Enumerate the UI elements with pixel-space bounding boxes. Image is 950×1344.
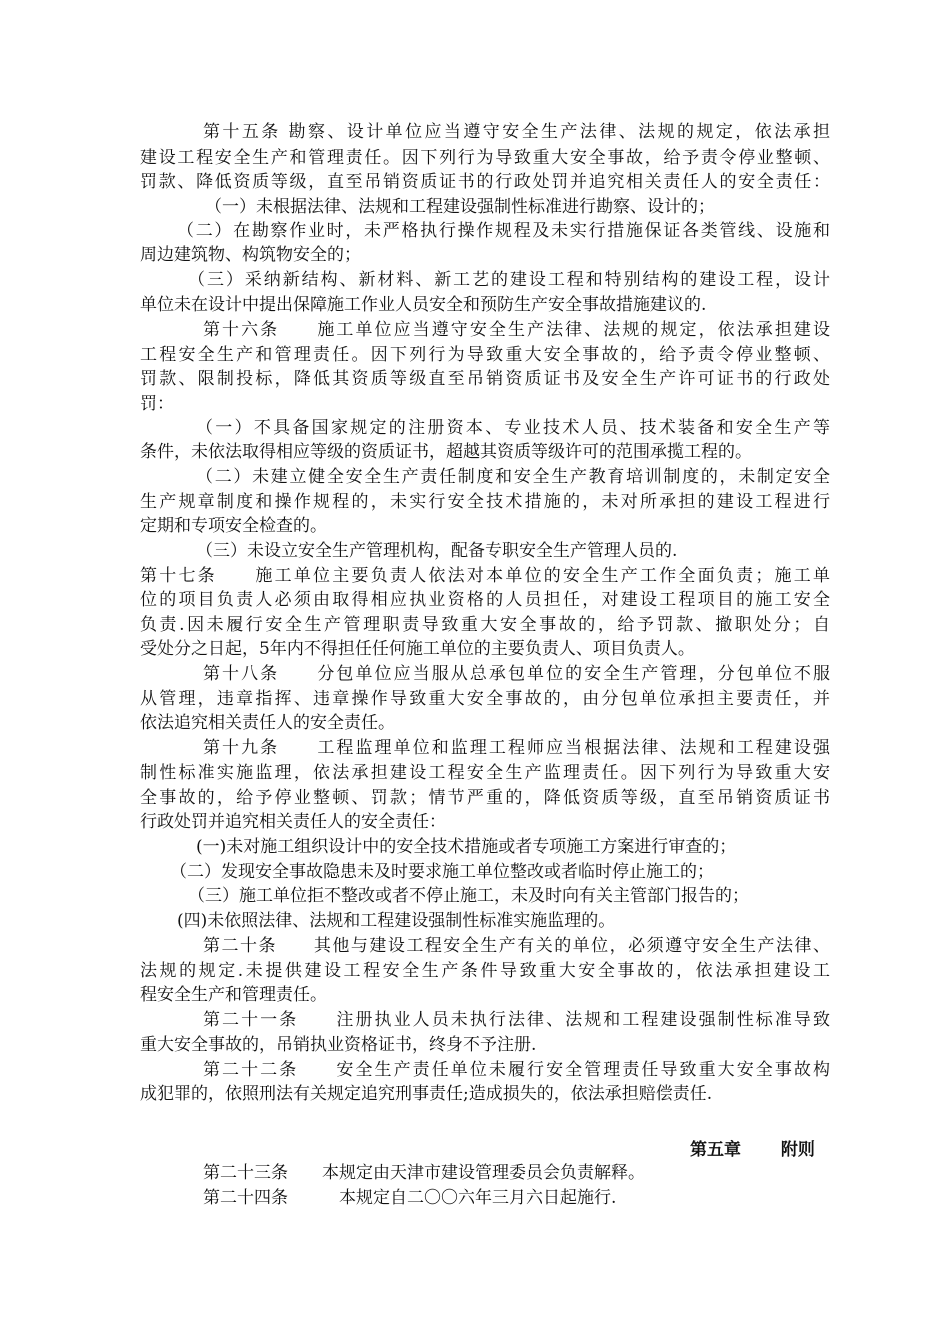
text-line: 条件，未依法取得相应等级的资质证书，超越其资质等级许可的范围承揽工程的。 [140,442,752,462]
text-line: 工程安全生产和管理责任。因下列行为导致重大安全事故的，给予责令停业整顿、 [140,345,830,365]
text-line: 建设工程安全生产和管理责任。因下列行为导致重大安全事故，给予责令停业整顿、 [140,148,830,168]
text-line: 第二十四条 本规定自二〇〇六年三月六日起施行. [203,1188,617,1208]
text-line: 负责.因未履行安全生产管理职责导致重大安全事故的，给予罚款、撤职处分；自 [140,615,830,635]
text-line: 法规的规定.未提供建设工程安全生产条件导致重大安全事故的，依法承担建设工 [140,961,830,981]
text-line: 罚款、限制投标，降低其资质等级直至吊销资质证书及安全生产许可证书的行政处 [140,369,830,389]
chapter-title: 附则 [780,1140,815,1160]
text-line: 依法追究相关责任人的安全责任。 [140,713,395,733]
text-line: 罚： [140,394,174,414]
text-line: 制性标准实施监理，依法承担建设工程安全生产监理责任。因下列行为导致重大安 [140,763,830,783]
text-line: (四)未依照法律、法规和工程建设强制性标准实施监理的。 [177,911,616,931]
text-line: （二）在勘察作业时，未严格执行操作规程及未实行措施保证各类管线、设施和 [177,221,830,241]
text-line: 第二十二条 安全生产责任单位未履行安全管理责任导致重大安全事故构 [203,1060,830,1080]
text-line: 位的项目负责人必须由取得相应执业资格的人员担任，对建设工程项目的施工安全 [140,590,830,610]
text-line: （三）采纳新结构、新材料、新工艺的建设工程和特别结构的建设工程，设计 [188,270,830,290]
text-line: 第二十条 其他与建设工程安全生产有关的单位，必须遵守安全生产法律、 [203,936,830,956]
text-line: 单位未在设计中提出保障施工作业人员安全和预防生产安全事故措施建议的. [140,295,707,315]
chapter-heading [690,1137,830,1163]
text-line: 第十九条 工程监理单位和监理工程师应当根据法律、法规和工程建设强 [203,738,830,758]
text-line: 第二十一条 注册执业人员未执行法律、法规和工程建设强制性标准导致 [203,1010,830,1030]
text-line: 重大安全事故的，吊销执业资格证书，终身不予注册. [140,1035,537,1055]
text-line: （三）未设立安全生产管理机构，配备专职安全生产管理人员的. [196,541,678,561]
text-line: 罚款、降低资质等级，直至吊销资质证书的行政处罚并追究相关责任人的安全责任： [140,172,830,192]
text-line: （一）不具备国家规定的注册资本、专业技术人员、技术装备和安全生产等 [196,418,830,438]
text-line: （三）施工单位拒不整改或者不停止施工，未及时向有关主管部门报告的； [188,886,749,906]
text-line: （一）未根据法律、法规和工程建设强制性标准进行勘察、设计的； [205,197,715,217]
text-line: 第十七条 施工单位主要负责人依法对本单位的安全生产工作全面负责；施工单 [140,566,830,586]
text-line: 全事故的，给予停业整顿、罚款；情节严重的，降低资质等级，直至吊销资质证书 [140,788,830,808]
text-line: （二）未建立健全安全生产责任制度和安全生产教育培训制度的，未制定安全 [196,467,830,487]
text-line: （二）发现安全事故隐患未及时要求施工单位整改或者临时停止施工的； [170,862,714,882]
text-line: 周边建筑物、构筑物安全的； [140,245,361,265]
text-line: 第十八条 分包单位应当服从总承包单位的安全生产管理，分包单位不服 [203,664,830,684]
text-line: 定期和专项安全检查的。 [140,516,327,536]
text-line: 程安全生产和管理责任。 [140,985,327,1005]
text-line: 第十六条 施工单位应当遵守安全生产法律、法规的规定，依法承担建设 [203,320,830,340]
text-line: 第二十三条 本规定由天津市建设管理委员会负责解释。 [203,1163,645,1183]
text-line: 第十五条 勘察、设计单位应当遵守安全生产法律、法规的规定，依法承担 [203,122,830,142]
text-line: 受处分之日起，5年内不得担任任何施工单位的主要负责人、项目负责人。 [140,639,695,659]
chapter-number: 第五章 [690,1140,741,1160]
text-line: 成犯罪的，依照刑法有关规定追究刑事责任;造成损失的，依法承担赔偿责任. [140,1084,713,1104]
text-line: (一)未对施工组织设计中的安全技术措施或者专项施工方案进行审查的； [196,837,737,857]
text-line: 从管理，违章指挥、违章操作导致重大安全事故的，由分包单位承担主要责任，并 [140,689,830,709]
text-line: 生产规章制度和操作规程的，未实行安全技术措施的，未对所承担的建设工程进行 [140,492,830,512]
text-line: 行政处罚并追究相关责任人的安全责任： [140,812,446,832]
